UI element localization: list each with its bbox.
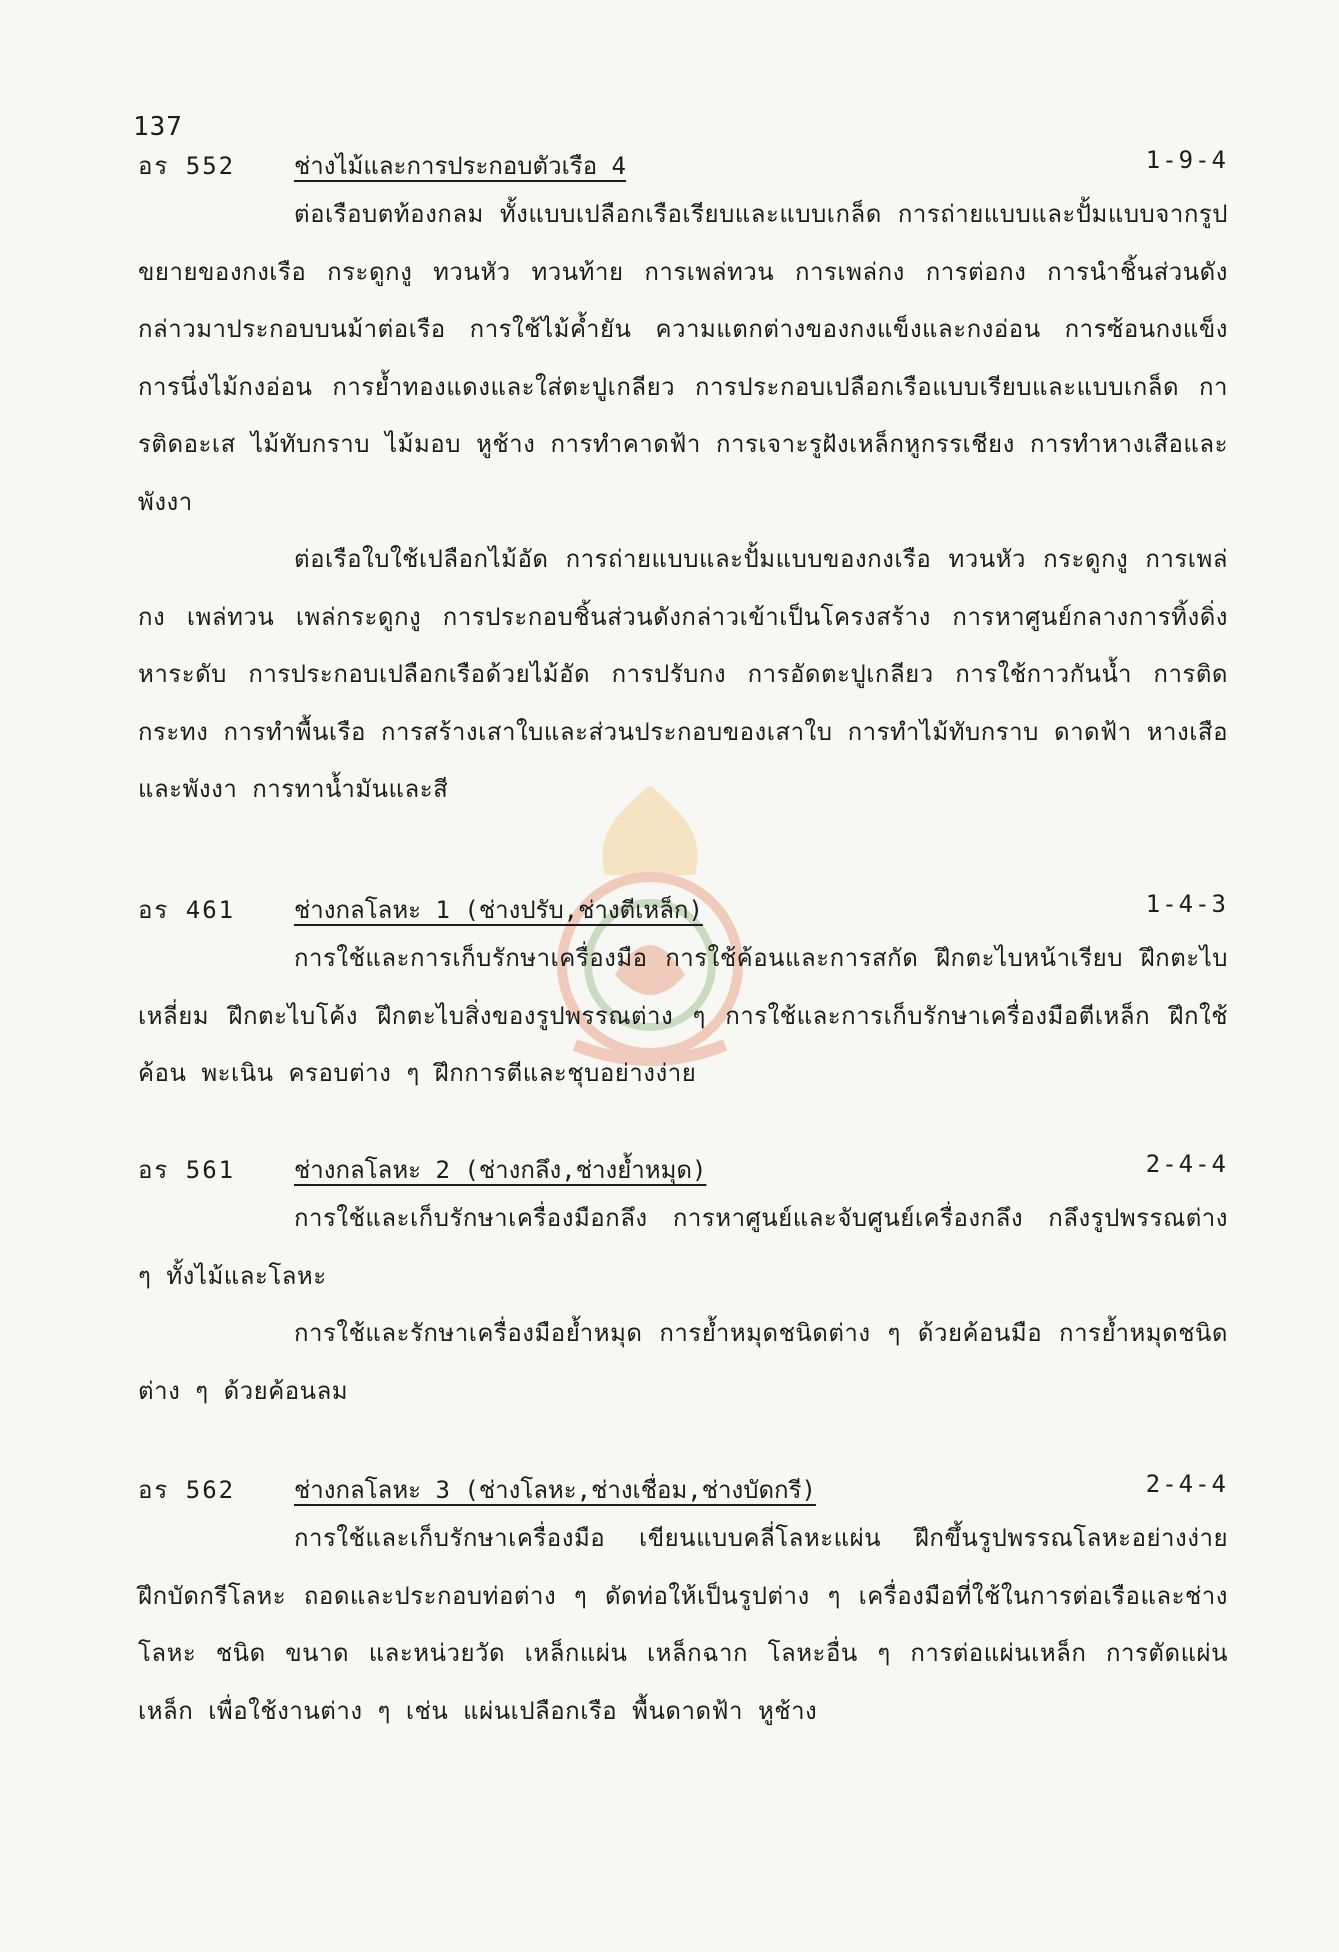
course-block [138, 890, 1228, 1103]
course-credits: 1-9-4 [1145, 146, 1228, 174]
page-number: 137 [133, 112, 183, 142]
course-heading [138, 1150, 1228, 1190]
course-title: ช่างกลโลหะ 2 (ช่างกลึง,ช่างย้ำหมุด) [294, 1156, 707, 1184]
course-heading [138, 146, 1228, 186]
course-description: การใช้และเก็บรักษาเครื่องมือกลึง การหาศูนย์และจับศูนย์เครื่องกลึง กลึงรูปพรรณต่าง ๆ ทั้งไม้และโลหะ [138, 1204, 1228, 1290]
course-description: การใช้และการเก็บรักษาเครื่องมือ การใช้ค้อนและการสกัด ฝึกตะไบหน้าเรียบ ฝึกตะไบเหลี่ยม ฝึกตะไบโค้ง ฝึกตะไบสิ่งของรูปพรรณต่าง ๆ การใช้และการเก็บรักษาเครื่องมือตีเหล็ก ฝึกใช้ค้อน พะเนิน ครอบต่าง ๆ ฝึกการตีและชุบอย่างง่าย [138, 944, 1228, 1087]
course-description: การใช้และเก็บรักษาเครื่องมือ เขียนแบบคลี่โลหะแผ่น ฝึกขึ้นรูปพรรณโลหะอย่างง่าย ฝึกบัดกรีโลหะ ถอดและประกอบท่อต่าง ๆ ดัดท่อให้เป็นรูปต่าง ๆ เครื่องมือที่ใช้ในการต่อเรือและช่างโลหะ ชนิด ขนาด และหน่วยวัด เหล็กแผ่น เหล็กฉาก โลหะอื่น ๆ การต่อแผ่นเหล็ก การตัดแผ่นเหล็ก เพื่อใช้งานต่าง ๆ เช่น แผ่นเปลือกเรือ พื้นดาดฟ้า หูช้าง [138, 1524, 1228, 1725]
course-heading [138, 1470, 1228, 1510]
course-block [138, 1470, 1228, 1740]
course-credits: 2-4-4 [1145, 1470, 1228, 1498]
course-heading [138, 890, 1228, 930]
course-block [138, 146, 1228, 819]
course-credits: 1-4-3 [1145, 890, 1228, 918]
course-block [138, 1150, 1228, 1420]
course-description: การใช้และรักษาเครื่องมือย้ำหมุด การย้ำหมุดชนิดต่าง ๆ ด้วยค้อนมือ การย้ำหมุดชนิดต่าง ๆ ด้วยค้อนลม [138, 1319, 1228, 1405]
course-code: อร 461 [138, 896, 236, 924]
course-credits: 2-4-4 [1145, 1150, 1228, 1178]
course-title: ช่างกลโลหะ 1 (ช่างปรับ,ช่างตีเหล็ก) [294, 896, 703, 924]
course-title: ช่างกลโลหะ 3 (ช่างโลหะ,ช่างเชื่อม,ช่างบัดกรี) [294, 1476, 816, 1504]
course-description: ต่อเรือบตท้องกลม ทั้งแบบเปลือกเรือเรียบและแบบเกล็ด การถ่ายแบบและปั้มแบบจากรูปขยายของกงเรือ กระดูกงู ทวนหัว ทวนท้าย การเพล่ทวน การเพล่กง การต่อกง การนำชิ้นส่วนดังกล่าวมาประกอบบนม้าต่อเรือ การใช้ไม้ค้ำยัน ความแตกต่างของกงแข็งและกงอ่อน การซ้อนกงแข็ง การนึ่งไม้กงอ่อน การย้ำทองแดงและใส่ตะปูเกลียว การประกอบเปลือกเรือแบบเรียบและแบบเกล็ด การติดอะเส ไม้ทับกราบ ไม้มอบ หูช้าง การทำคาดฟ้า การเจาะรูฝังเหล็กหูกรรเชียง การทำหางเสือและพังงา [138, 200, 1228, 516]
course-code: อร 561 [138, 1156, 236, 1184]
course-code: อร 552 [138, 152, 236, 180]
course-description: ต่อเรือใบใช้เปลือกไม้อัด การถ่ายแบบและปั้มแบบของกงเรือ ทวนหัว กระดูกงู การเพล่กง เพล่ทวน เพล่กระดูกงู การประกอบชิ้นส่วนดังกล่าวเข้าเป็นโครงสร้าง การหาศูนย์กลางการทิ้งดิ่งหาระดับ การประกอบเปลือกเรือด้วยไม้อัด การปรับกง การอัดตะปูเกลียว การใช้กาวกันน้ำ การติดกระทง การทำพื้นเรือ การสร้างเสาใบและส่วนประกอบของเสาใบ การทำไม้ทับกราบ ดาดฟ้า หางเสือและพังงา การทาน้ำมันและสี [138, 545, 1228, 803]
course-code: อร 562 [138, 1476, 236, 1504]
course-title: ช่างไม้และการประกอบตัวเรือ 4 [294, 152, 627, 180]
